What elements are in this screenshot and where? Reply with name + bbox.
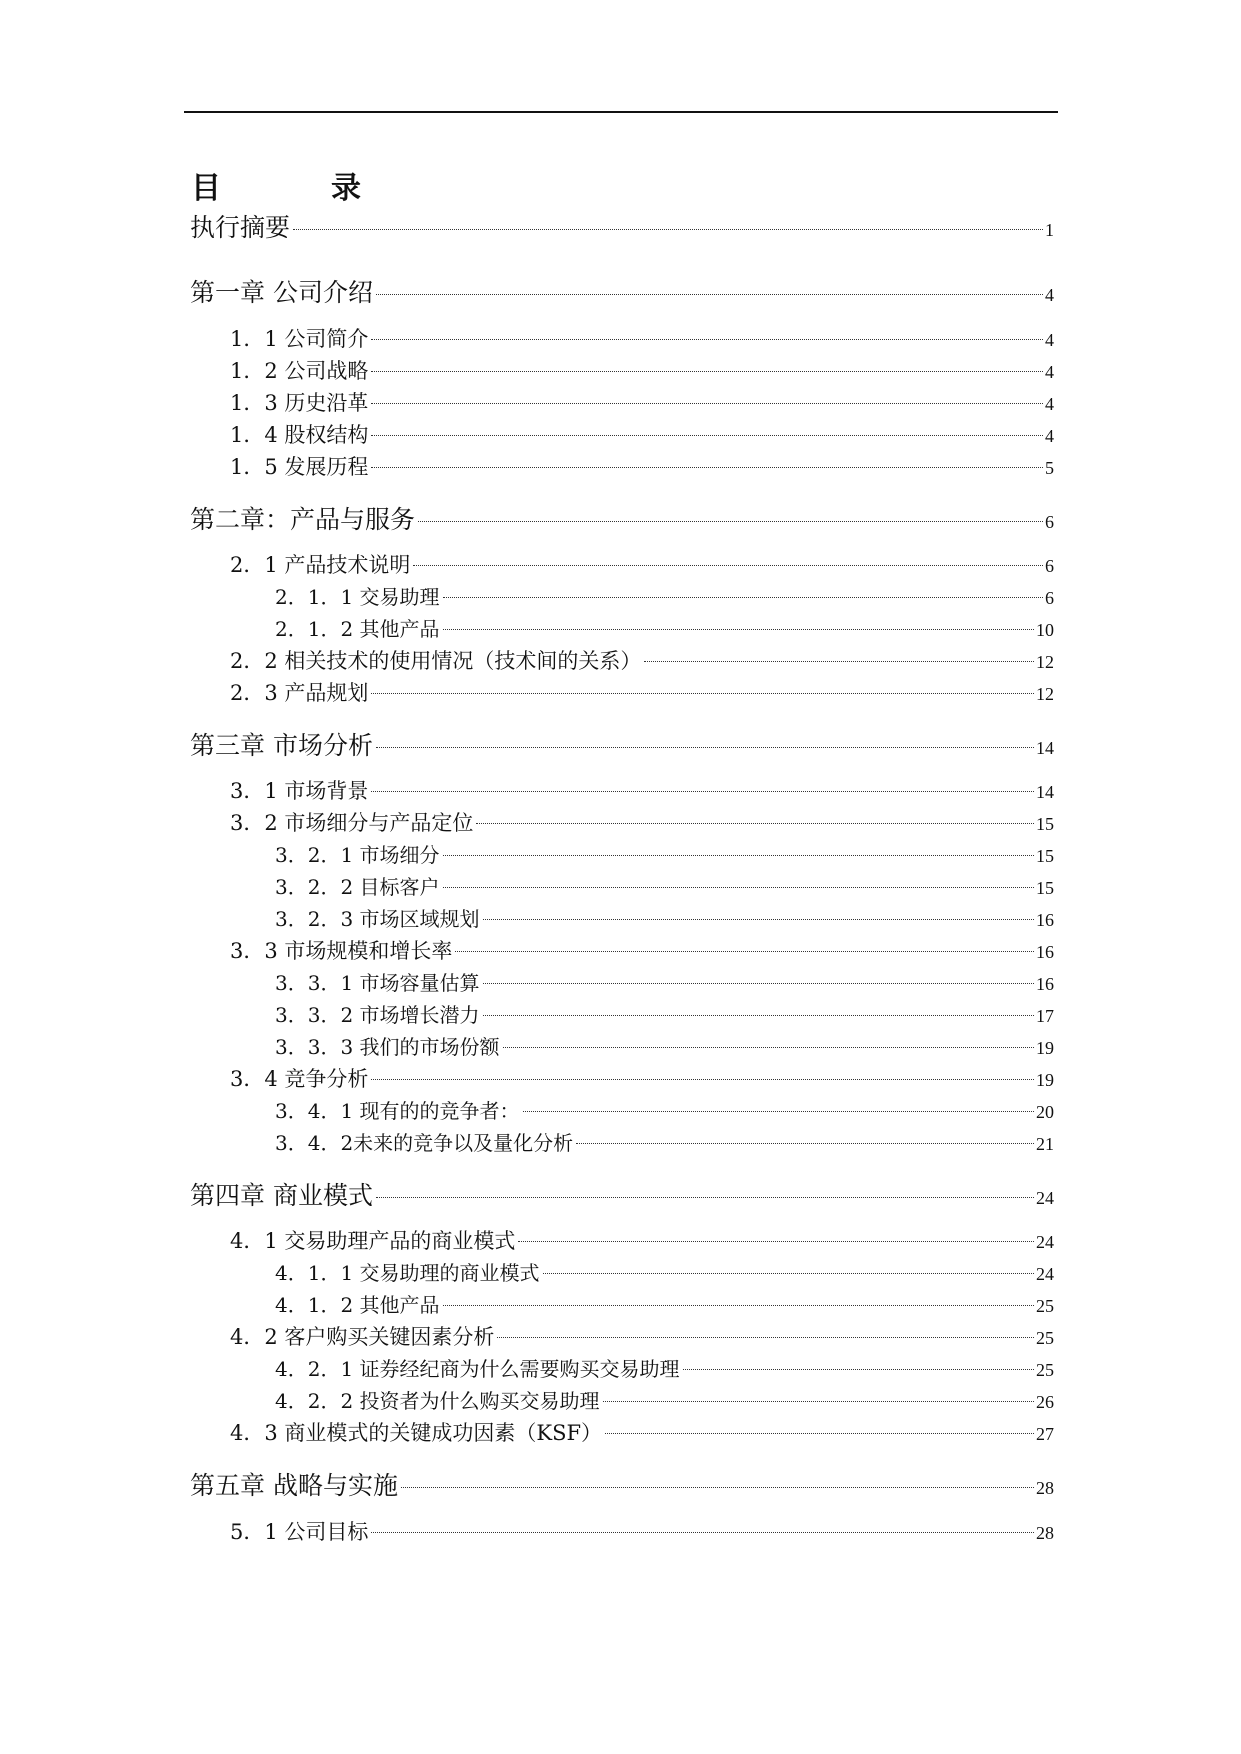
toc-entry[interactable] [230,934,1054,968]
dot-leader [503,1047,1034,1048]
toc-entry[interactable] [230,806,1054,840]
dot-leader [376,747,1034,748]
dot-leader [371,403,1043,404]
toc-entry-title: 3．2．1 市场细分 [275,843,440,867]
toc-entry[interactable] [230,676,1054,710]
dot-leader [443,629,1034,630]
dot-leader [476,823,1034,824]
toc-title: 目 录 [191,171,401,206]
toc-entry-page: 10 [1036,620,1054,640]
toc-entry[interactable] [275,1256,1054,1290]
toc-entry-page: 16 [1036,942,1054,962]
toc-entry[interactable] [190,1179,1054,1213]
toc-entry[interactable] [275,612,1054,646]
toc-entry-title: 3．4 竞争分析 [230,1067,369,1091]
toc-entry[interactable] [230,774,1054,808]
toc-entry-title: 1．3 历史沿革 [230,391,369,415]
toc-entry-page: 21 [1036,1134,1054,1154]
dot-leader [371,791,1034,792]
dot-leader [644,661,1034,662]
dot-leader [413,565,1043,566]
toc-entry-page: 15 [1036,878,1054,898]
toc-entry-page: 4 [1045,426,1054,446]
toc-entry-title: 2．2 相关技术的使用情况（技术间的关系） [230,649,642,673]
toc-entry[interactable] [275,1094,1054,1128]
toc-entry-page: 20 [1036,1102,1054,1122]
toc-entry[interactable] [230,1224,1054,1258]
dot-leader [371,1532,1034,1533]
toc-entry-page: 28 [1036,1478,1054,1498]
toc-entry-title: 3．3．1 市场容量估算 [275,971,480,995]
dot-leader [497,1337,1034,1338]
toc-entry-title: 3．2 市场细分与产品定位 [230,811,474,835]
toc-entry[interactable] [275,870,1054,904]
toc-entry[interactable] [275,1384,1054,1418]
dot-leader [371,1079,1034,1080]
dot-leader [443,1305,1034,1306]
toc-entry-title: 3．1 市场背景 [230,779,369,803]
toc-entry[interactable] [275,1352,1054,1386]
dot-leader [371,435,1043,436]
dot-leader [455,951,1034,952]
dot-leader [418,521,1043,522]
dot-leader [605,1433,1034,1434]
toc-entry-title: 3．3．2 市场增长潜力 [275,1003,480,1027]
toc-entry-page: 6 [1045,512,1054,532]
toc-entry-page: 24 [1036,1264,1054,1284]
toc-entry[interactable] [275,998,1054,1032]
toc-entry-page: 6 [1045,588,1054,608]
toc-entry-title: 第三章 市场分析 [190,731,373,760]
toc-entry-page: 12 [1036,684,1054,704]
toc-entry-title: 2．1．2 其他产品 [275,617,440,641]
toc-entry-title: 执行摘要 [190,213,291,242]
dot-leader [603,1401,1034,1402]
toc-entry-page: 14 [1036,738,1054,758]
toc-entry[interactable] [190,729,1054,763]
dot-leader [523,1111,1034,1112]
dot-leader [683,1369,1034,1370]
toc-entry[interactable] [275,1288,1054,1322]
toc-entry-title: 第二章：产品与服务 [190,505,416,534]
toc-entry[interactable] [275,838,1054,872]
toc-entry[interactable] [275,1126,1054,1160]
toc-entry[interactable] [230,418,1054,452]
toc-entry-page: 14 [1036,782,1054,802]
toc-entry-title: 5．1 公司目标 [230,1520,369,1544]
toc-entry-page: 12 [1036,652,1054,672]
toc-entry-page: 4 [1045,394,1054,414]
toc-entry[interactable] [190,503,1054,537]
toc-entry[interactable] [230,1320,1054,1354]
dot-leader [483,983,1034,984]
toc-entry-title: 1．1 公司简介 [230,327,369,351]
toc-entry-page: 1 [1045,220,1054,240]
dot-leader [518,1241,1034,1242]
toc-entry[interactable] [230,644,1054,678]
toc-entry-page: 26 [1036,1392,1054,1412]
toc-entry-page: 19 [1036,1070,1054,1090]
toc-entry-page: 5 [1045,458,1054,478]
toc-entry[interactable] [190,1469,1054,1503]
dot-leader [543,1273,1034,1274]
toc-entry-page: 15 [1036,814,1054,834]
toc-entry-page: 27 [1036,1424,1054,1444]
toc-entry-title: 4．2．1 证券经纪商为什么需要购买交易助理 [275,1357,680,1381]
toc-entry-title: 1．5 发展历程 [230,455,369,479]
dot-leader [483,919,1034,920]
dot-leader [576,1143,1034,1144]
toc-entry[interactable] [230,322,1054,356]
toc-entry[interactable] [230,1062,1054,1096]
dot-leader [371,693,1034,694]
toc-entry-title: 4．2．2 投资者为什么购买交易助理 [275,1389,600,1413]
toc-entry-title: 2．3 产品规划 [230,681,369,705]
dot-leader [443,887,1034,888]
toc-entry-title: 3．4．1 现有的的竞争者： [275,1099,520,1123]
toc-entry-page: 24 [1036,1232,1054,1252]
toc-entry-page: 17 [1036,1006,1054,1026]
toc-entry-title: 3．2．2 目标客户 [275,875,440,899]
toc-entry-page: 4 [1045,362,1054,382]
toc-entry[interactable] [275,580,1054,614]
dot-leader [483,1015,1034,1016]
toc-entry-page: 15 [1036,846,1054,866]
toc-entry-page: 4 [1045,330,1054,350]
toc-entry-page: 19 [1036,1038,1054,1058]
toc-entry-title: 4．1．1 交易助理的商业模式 [275,1261,540,1285]
toc-entry-title: 3．3 市场规模和增长率 [230,939,453,963]
toc-entry[interactable] [230,1416,1054,1450]
toc-entry-title: 3．2．3 市场区域规划 [275,907,480,931]
toc-entry-title: 第一章 公司介绍 [190,278,373,307]
toc-entry-page: 25 [1036,1296,1054,1316]
toc-entry[interactable] [275,902,1054,936]
dot-leader [376,294,1043,295]
toc-entry[interactable] [230,1515,1054,1549]
dot-leader [443,597,1043,598]
toc-entry-title: 4．1 交易助理产品的商业模式 [230,1229,516,1253]
toc-entry[interactable] [230,386,1054,420]
toc-entry-page: 24 [1036,1188,1054,1208]
toc-entry[interactable] [190,211,1054,245]
dot-leader [401,1487,1034,1488]
toc-entry[interactable] [275,1030,1054,1064]
toc-entry-title: 1．4 股权结构 [230,423,369,447]
toc-entry-title: 2．1 产品技术说明 [230,553,411,577]
toc-entry-title: 3．4．2未来的竞争以及量化分析 [275,1131,574,1155]
toc-entry[interactable] [230,354,1054,388]
dot-leader [443,855,1034,856]
toc-entry[interactable] [230,548,1054,582]
toc-entry-page: 16 [1036,910,1054,930]
dot-leader [376,1197,1034,1198]
toc-entry[interactable] [190,276,1054,310]
toc-entry[interactable] [275,966,1054,1000]
dot-leader [371,339,1043,340]
toc-entry-title: 2．1．1 交易助理 [275,585,440,609]
toc-entry[interactable] [230,450,1054,484]
toc-entry-title: 4．3 商业模式的关键成功因素（KSF） [230,1421,603,1445]
dot-leader [371,371,1043,372]
dot-leader [371,467,1043,468]
toc-entry-title: 第四章 商业模式 [190,1181,373,1210]
dot-leader [293,229,1043,230]
toc-entry-title: 4．2 客户购买关键因素分析 [230,1325,495,1349]
toc-entry-page: 6 [1045,556,1054,576]
toc-entry-title: 第五章 战略与实施 [190,1471,398,1500]
toc-entry-page: 16 [1036,974,1054,994]
toc-entry-page: 25 [1036,1328,1054,1348]
toc-entry-title: 4．1．2 其他产品 [275,1293,440,1317]
toc-entry-page: 4 [1045,285,1054,305]
toc-entry-title: 1．2 公司战略 [230,359,369,383]
toc-entry-page: 28 [1036,1523,1054,1543]
toc-entry-page: 25 [1036,1360,1054,1380]
toc-entry-title: 3．3．3 我们的市场份额 [275,1035,500,1059]
